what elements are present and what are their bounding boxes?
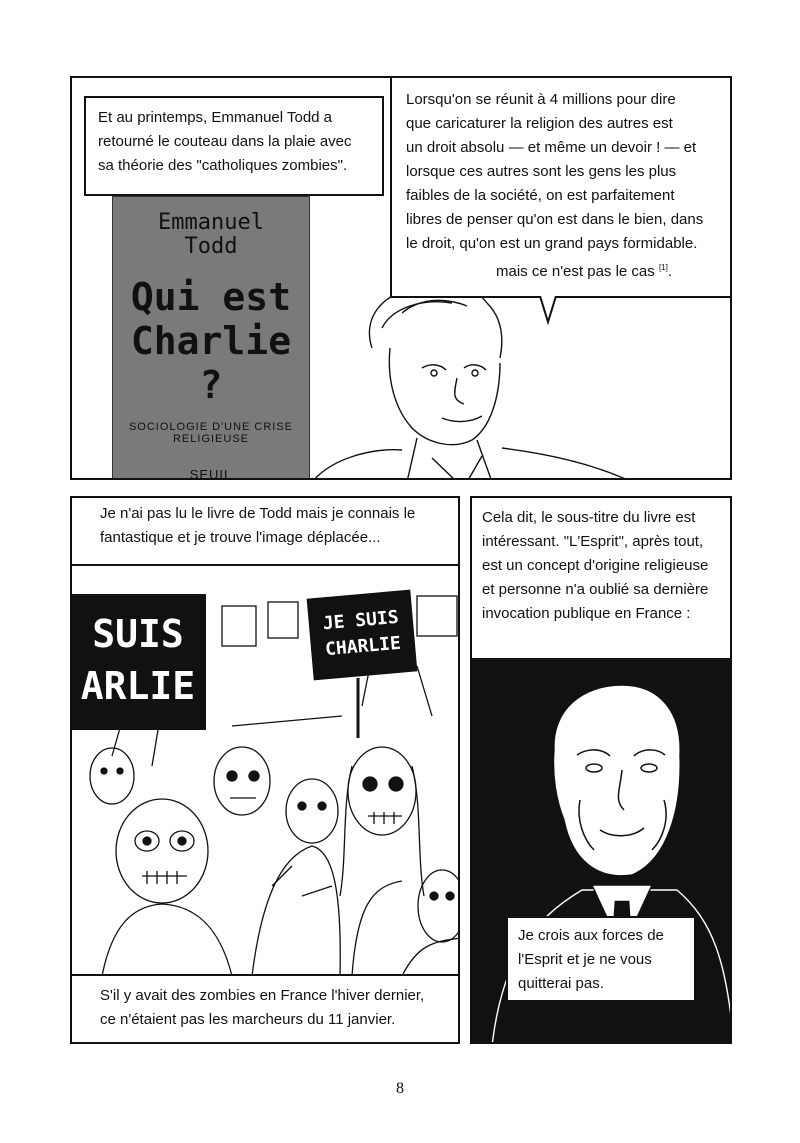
caption-line: ce n'étaient pas les marcheurs du 11 janvier. xyxy=(100,1011,396,1028)
caption-line: Cela dit, le sous-titre du livre est xyxy=(482,509,696,526)
bubble-line: libres de penser qu'on est dans le bien, dans xyxy=(406,211,704,228)
caption-todd-intro xyxy=(84,96,384,196)
bubble-line: un droit absolu — et même un devoir ! — et xyxy=(406,139,697,156)
caption-zombies-conclusion xyxy=(70,974,460,1044)
book-subtitle: SOCIOLOGIE D'UNE CRISE RELIGIEUSE xyxy=(128,421,294,445)
quote-line: Je crois aux forces de xyxy=(518,927,664,944)
page-number: 8 xyxy=(396,1080,404,1097)
caption-line: fantastique et je trouve l'image déplacée... xyxy=(100,529,381,546)
sign-suis-charlie-large xyxy=(70,594,206,730)
sign-je-suis-charlie xyxy=(307,590,418,681)
bubble-line-text: mais ce n'est pas le cas xyxy=(496,263,655,280)
caption-line: Et au printemps, Emmanuel Todd a xyxy=(98,109,333,126)
book-cover-qui-est-charlie xyxy=(112,196,310,480)
book-title-line1: Qui est xyxy=(130,275,292,319)
bubble-end: . xyxy=(667,263,673,280)
panel-todd xyxy=(70,76,732,480)
book-title-line2: Charlie ? xyxy=(130,319,292,407)
caption-line: est un concept d'origine religieuse xyxy=(482,557,709,574)
speech-bubble-todd xyxy=(390,76,732,298)
panel-zombies xyxy=(70,496,460,1044)
caption-line: retourné le couteau dans la plaie avec xyxy=(98,133,352,150)
caption-line: sa théorie des "catholiques zombies". xyxy=(98,157,348,174)
book-author-last: Todd xyxy=(184,234,238,259)
caption-line: Je n'ai pas lu le livre de Todd mais je connais le xyxy=(100,505,416,522)
caption-line: et personne n'a oublié sa dernière xyxy=(482,581,709,598)
bubble-line: que caricaturer la religion des autres est xyxy=(406,115,673,132)
book-author-first: Emmanuel xyxy=(158,210,264,235)
sign-pole xyxy=(348,678,368,738)
caption-todd-book-opinion xyxy=(70,496,460,566)
bubble-line: lorsque ces autres sont les gens les plus xyxy=(406,163,677,180)
caption-line: intéressant. "L'Esprit", après tout, xyxy=(482,533,704,550)
quote-line: l'Esprit et je ne vous xyxy=(518,951,652,968)
caption-esprit xyxy=(470,496,732,660)
sign-line: CHARLIE xyxy=(324,632,402,661)
bubble-line: faibles de la société, on est parfaitement xyxy=(406,187,675,204)
bubble-line-last xyxy=(406,256,720,284)
footnote-mark: [1] xyxy=(658,263,668,272)
caption-line: invocation publique en France : xyxy=(482,605,691,622)
bubble-tail xyxy=(538,296,568,326)
sign-line: JE SUIS xyxy=(322,606,400,635)
caption-line: S'il y avait des zombies en France l'hiver dernier, xyxy=(100,987,425,1004)
bubble-line: le droit, qu'on est un grand pays formidable. xyxy=(406,235,698,252)
quote-caption-esprit xyxy=(506,916,696,1002)
quote-line: quitterai pas. xyxy=(518,975,604,992)
sign-line: ARLIE xyxy=(80,664,196,708)
sign-line: SUIS xyxy=(92,612,184,656)
bubble-line: Lorsqu'on se réunit à 4 millions pour dire xyxy=(406,91,676,108)
book-publisher: SEUIL xyxy=(189,467,233,480)
panel-esprit xyxy=(470,496,732,1044)
